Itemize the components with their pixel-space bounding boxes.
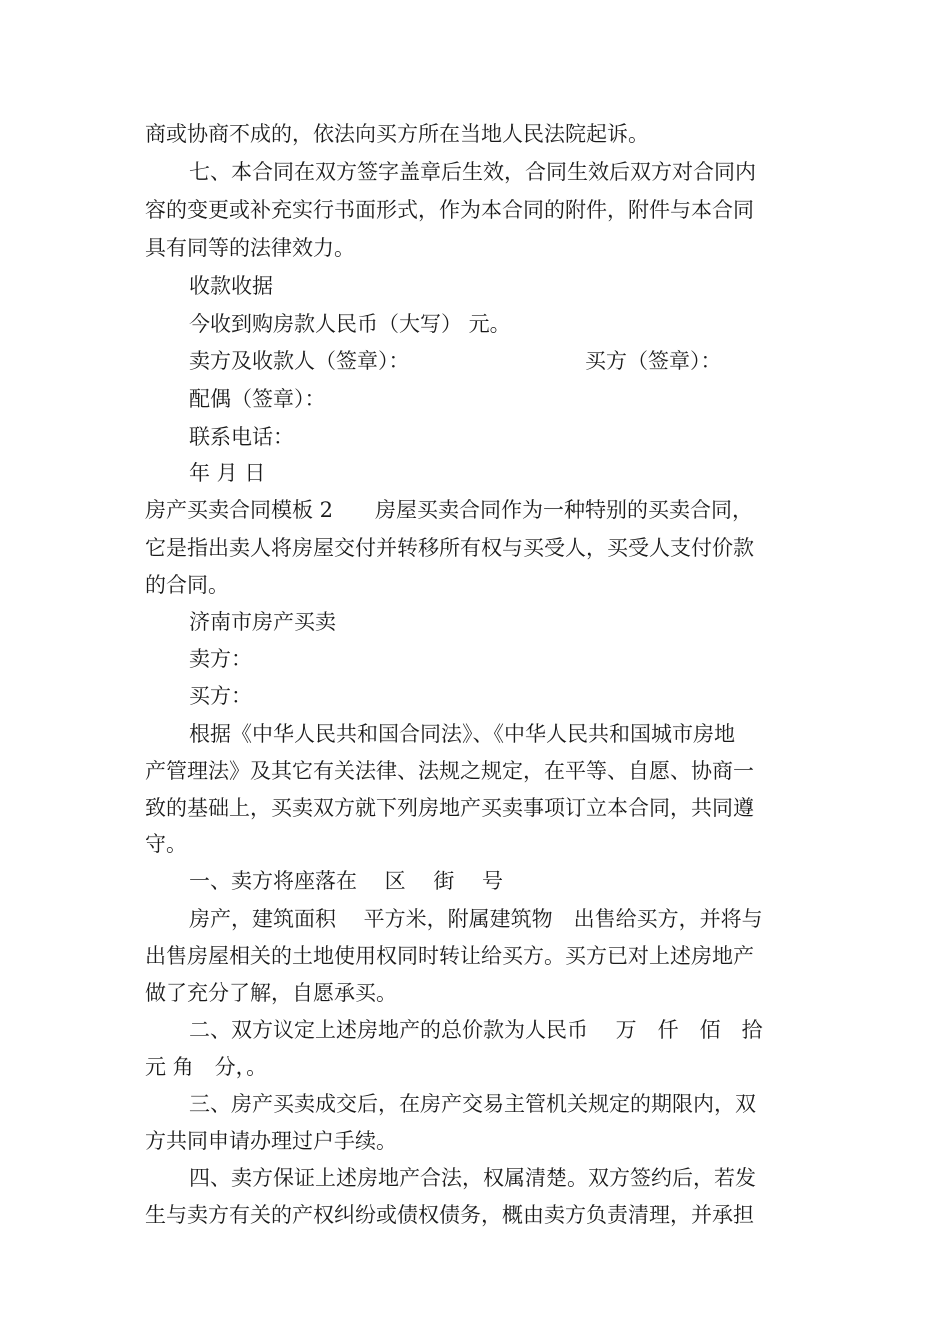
contract-title: 济南市房产买卖 [189,610,336,634]
preamble: 根据《中华人民共和国合同法》、《中华人民共和国城市房地 [189,722,735,746]
text-line: 容的变更或补充实行书面形式，作为本合同的附件，附件与本合同 [145,198,754,222]
spouse-signature-label: 配偶（签章）： [189,387,326,411]
text-line: 的合同。 [145,573,229,597]
text-line: 致的基础上，买卖双方就下列房地产买卖事项订立本合同，共同遵 [145,796,754,820]
seller-label: 卖方： [189,647,252,671]
seller-signature-label: 卖方及收款人（签章）： [189,349,410,373]
text-line: 方共同申请办理过户手续。 [145,1129,397,1153]
text-line: 元 角 分，。 [145,1055,268,1079]
buyer-signature-label: 买方（签章）： [585,349,722,373]
clause-7: 七、本合同在双方签字盖章后生效，合同生效后双方对合同内 [189,160,756,184]
receipt-heading: 收款收据 [189,274,273,298]
text-line: 守。 [145,832,187,856]
clause-3: 三、房产买卖成交后，在房产交易主管机关规定的期限内，双 [189,1092,756,1116]
text-line: 出售房屋相关的土地使用权同时转让给买方。买方已对上述房地产 [145,944,754,968]
phone-label: 联系电话： [189,425,294,449]
clause-1: 一、卖方将座落在 区 街 号 [189,869,504,893]
template-2-intro: 房产买卖合同模板 2 房屋买卖合同作为一种特别的买卖合同， [145,498,754,522]
text-line: 它是指出卖人将房屋交付并转移所有权与买受人，买受人支付价款 [145,536,754,560]
text-line: 产管理法》及其它有关法律、法规之规定，在平等、自愿、协商一 [145,759,754,783]
text-line: 具有同等的法律效力。 [145,236,355,260]
clause-2: 二、双方议定上述房地产的总价款为人民币 万 仟 佰 拾 [189,1018,763,1042]
text-line: 生与卖方有关的产权纠纷或债权债务，概由卖方负责清理，并承担 [145,1203,754,1227]
text-line: 商或协商不成的，依法向买方所在当地人民法院起诉。 [145,122,649,146]
text-line: 房产，建筑面积 平方米，附属建筑物 出售给买方，并将与 [189,907,763,931]
date-label: 年 月 日 [189,461,266,485]
text-line: 做了充分了解，自愿承买。 [145,981,397,1005]
receipt-amount: 今收到购房款人民币（大写） 元。 [189,312,511,336]
clause-4: 四、卖方保证上述房地产合法，权属清楚。双方签约后，若发 [189,1166,756,1190]
buyer-label: 买方： [189,684,252,708]
